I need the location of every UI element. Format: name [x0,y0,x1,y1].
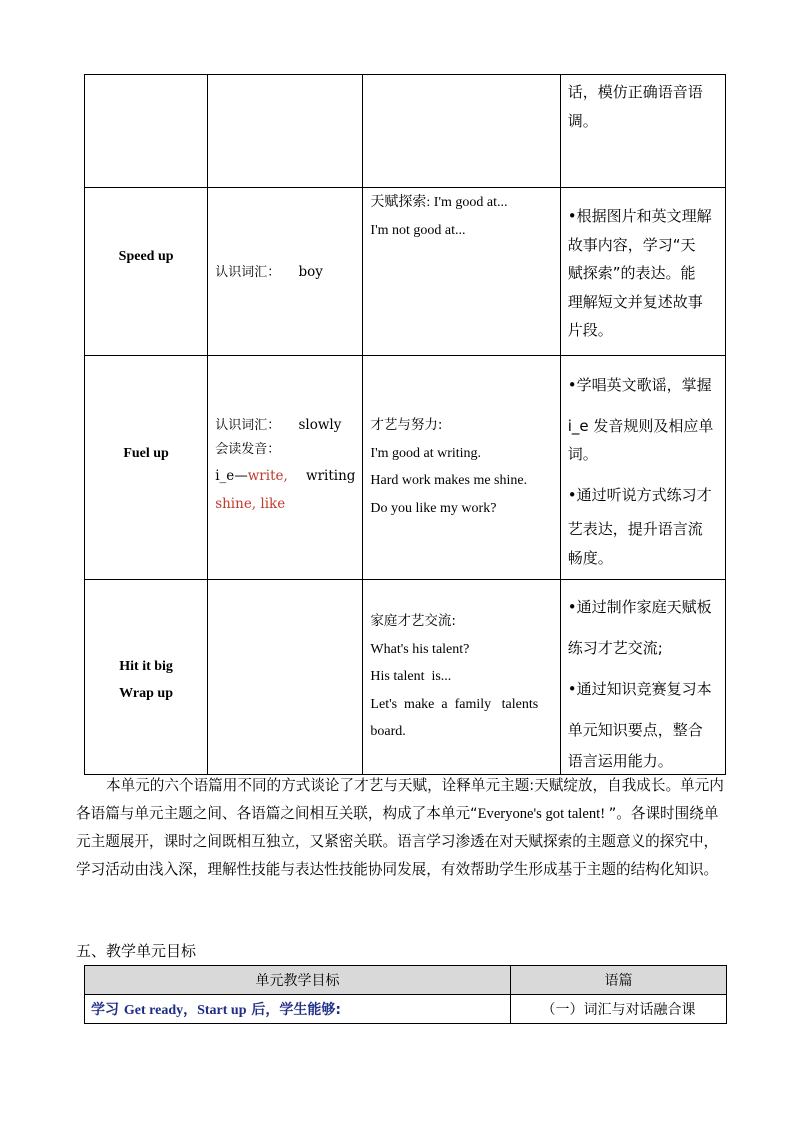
lesson-name-line: Wrap up [119,686,173,701]
unit-goals-table [84,965,727,1024]
sentence-line: I'm not good at... [370,222,466,238]
goal-text [568,593,721,776]
vocab-cell [208,75,363,188]
unit-title-text: Everyone's got talent! [477,806,609,822]
lesson-cell [85,188,208,356]
table-row [85,188,726,356]
goal-text [568,78,721,135]
goal-line: 艺表达，提升语言流 [567,520,703,538]
goal-cell [560,356,725,580]
vocab-label: 认识词汇： [215,265,281,280]
lesson-content-table [84,74,726,775]
unit-summary-paragraph [76,772,728,884]
header-goal: 单元教学目标 [85,966,511,995]
sentence-line: His talent is... [370,669,452,684]
sentence-text [370,608,553,746]
vocab-words: boy [298,264,323,280]
vocab-text [215,259,355,286]
goal-line: 练习才艺交流; [567,639,663,657]
goal-intro-text: 学习 [91,1002,124,1018]
sentence-text [370,189,553,244]
header-text: 语篇 [511,966,727,995]
phonics-word: write, [247,468,288,484]
goal-line: 赋探索”的表达。能 [567,264,696,282]
lesson-cell [85,580,208,775]
goal-line: i_e 发音规则及相应单 [567,416,714,435]
goal-line: •根据图片和英文理解 [567,207,712,225]
sentence-heading: 家庭才艺交流: [370,613,456,629]
goal-line: •通过知识竞赛复习本 [567,680,712,698]
lesson-type: （一）词汇与对话融合课 [511,995,727,1024]
vocab-label: 认识词汇： [215,418,281,433]
table-row [85,75,726,188]
table-row [85,995,727,1024]
goal-line: 语言运用能力。 [567,752,673,770]
sentence-text [370,412,553,522]
goal-cell [560,580,725,775]
section-title: 五、教学单元目标 [76,942,197,960]
phonics-pattern: i_e— [215,468,248,484]
sentence-line: Let's make a family talents [370,696,539,712]
lesson-name [85,653,207,707]
goal-intro [85,995,511,1024]
goal-intro-lessons: Get ready，Start up [123,1003,247,1018]
sentence-line: What's his talent? [370,641,470,657]
sentence-cell [363,188,560,356]
sentence-line: 天赋探索: I'm good at... [370,195,508,210]
goal-line: 话，模仿正确语音语 [567,83,703,101]
sentence-line: Do you like my work? [370,500,497,516]
vocab-words: slowly [298,417,342,433]
goal-line: 调。 [567,111,598,130]
goal-line: 畅度。 [567,548,613,567]
sentence-line: Hard work makes me shine. [370,473,528,488]
table-row [85,580,726,775]
goal-line: 故事内容，学习“天 [567,235,696,254]
goal-line: 词。 [567,445,598,463]
goal-line: •通过听说方式练习才 [567,485,712,504]
vocab-cell [208,580,363,775]
table-header-row [85,966,727,995]
goal-intro-text: 后，学生能够: [246,1002,341,1018]
vocab-cell [208,356,363,580]
goal-line: 理解短文并复述故事 [567,292,703,311]
lesson-cell [85,75,208,188]
goal-line: •通过制作家庭天赋板 [567,598,712,616]
goal-line: •学唱英文歌谣，掌握 [567,376,712,394]
paragraph-text: ”。各课时围绕单元主题展开，课时之间既相互独立，又紧密关联。语言学习渗透在对天赋探索的主题意义的探究中，学习活动由浅入深，理解性技能与表达性技能协同发展，有效帮助学生形成基于主题的结构化知识。 [76,805,719,878]
sentence-line: board. [370,724,406,739]
sentence-cell [363,75,560,188]
sentence-cell [363,356,560,580]
vocab-line [215,412,355,439]
vocab-cell [208,188,363,356]
phonics-line [215,461,355,491]
lesson-name: Speed up [118,249,174,264]
sentence-heading: 才艺与努力: [370,417,443,433]
vocab-text [215,412,355,517]
goal-text [568,371,721,572]
lesson-name-line: Hit it big [119,659,173,674]
phonics-label: 会读发音： [215,442,281,457]
goal-line: 单元知识要点，整合 [567,721,703,739]
table-row [85,356,726,580]
sentence-line: I'm good at writing. [370,445,482,461]
goal-line: 片段。 [567,321,613,339]
goal-text [568,202,721,345]
goal-cell [560,75,725,188]
lesson-cell [85,356,208,580]
lesson-name: Fuel up [123,446,169,461]
goal-cell [560,188,725,356]
phonics-words: shine, like [215,496,286,512]
phonics-word: writing [306,468,356,484]
sentence-cell [363,580,560,775]
paragraph-text: 本单元的六个语篇用不同的方式谈论了才艺与天赋，诠释单元主题:天赋绽放，自我成长。单元内各语篇与单元主题之间、各语篇之间相互关联，构成了本单元“ [76,777,724,822]
